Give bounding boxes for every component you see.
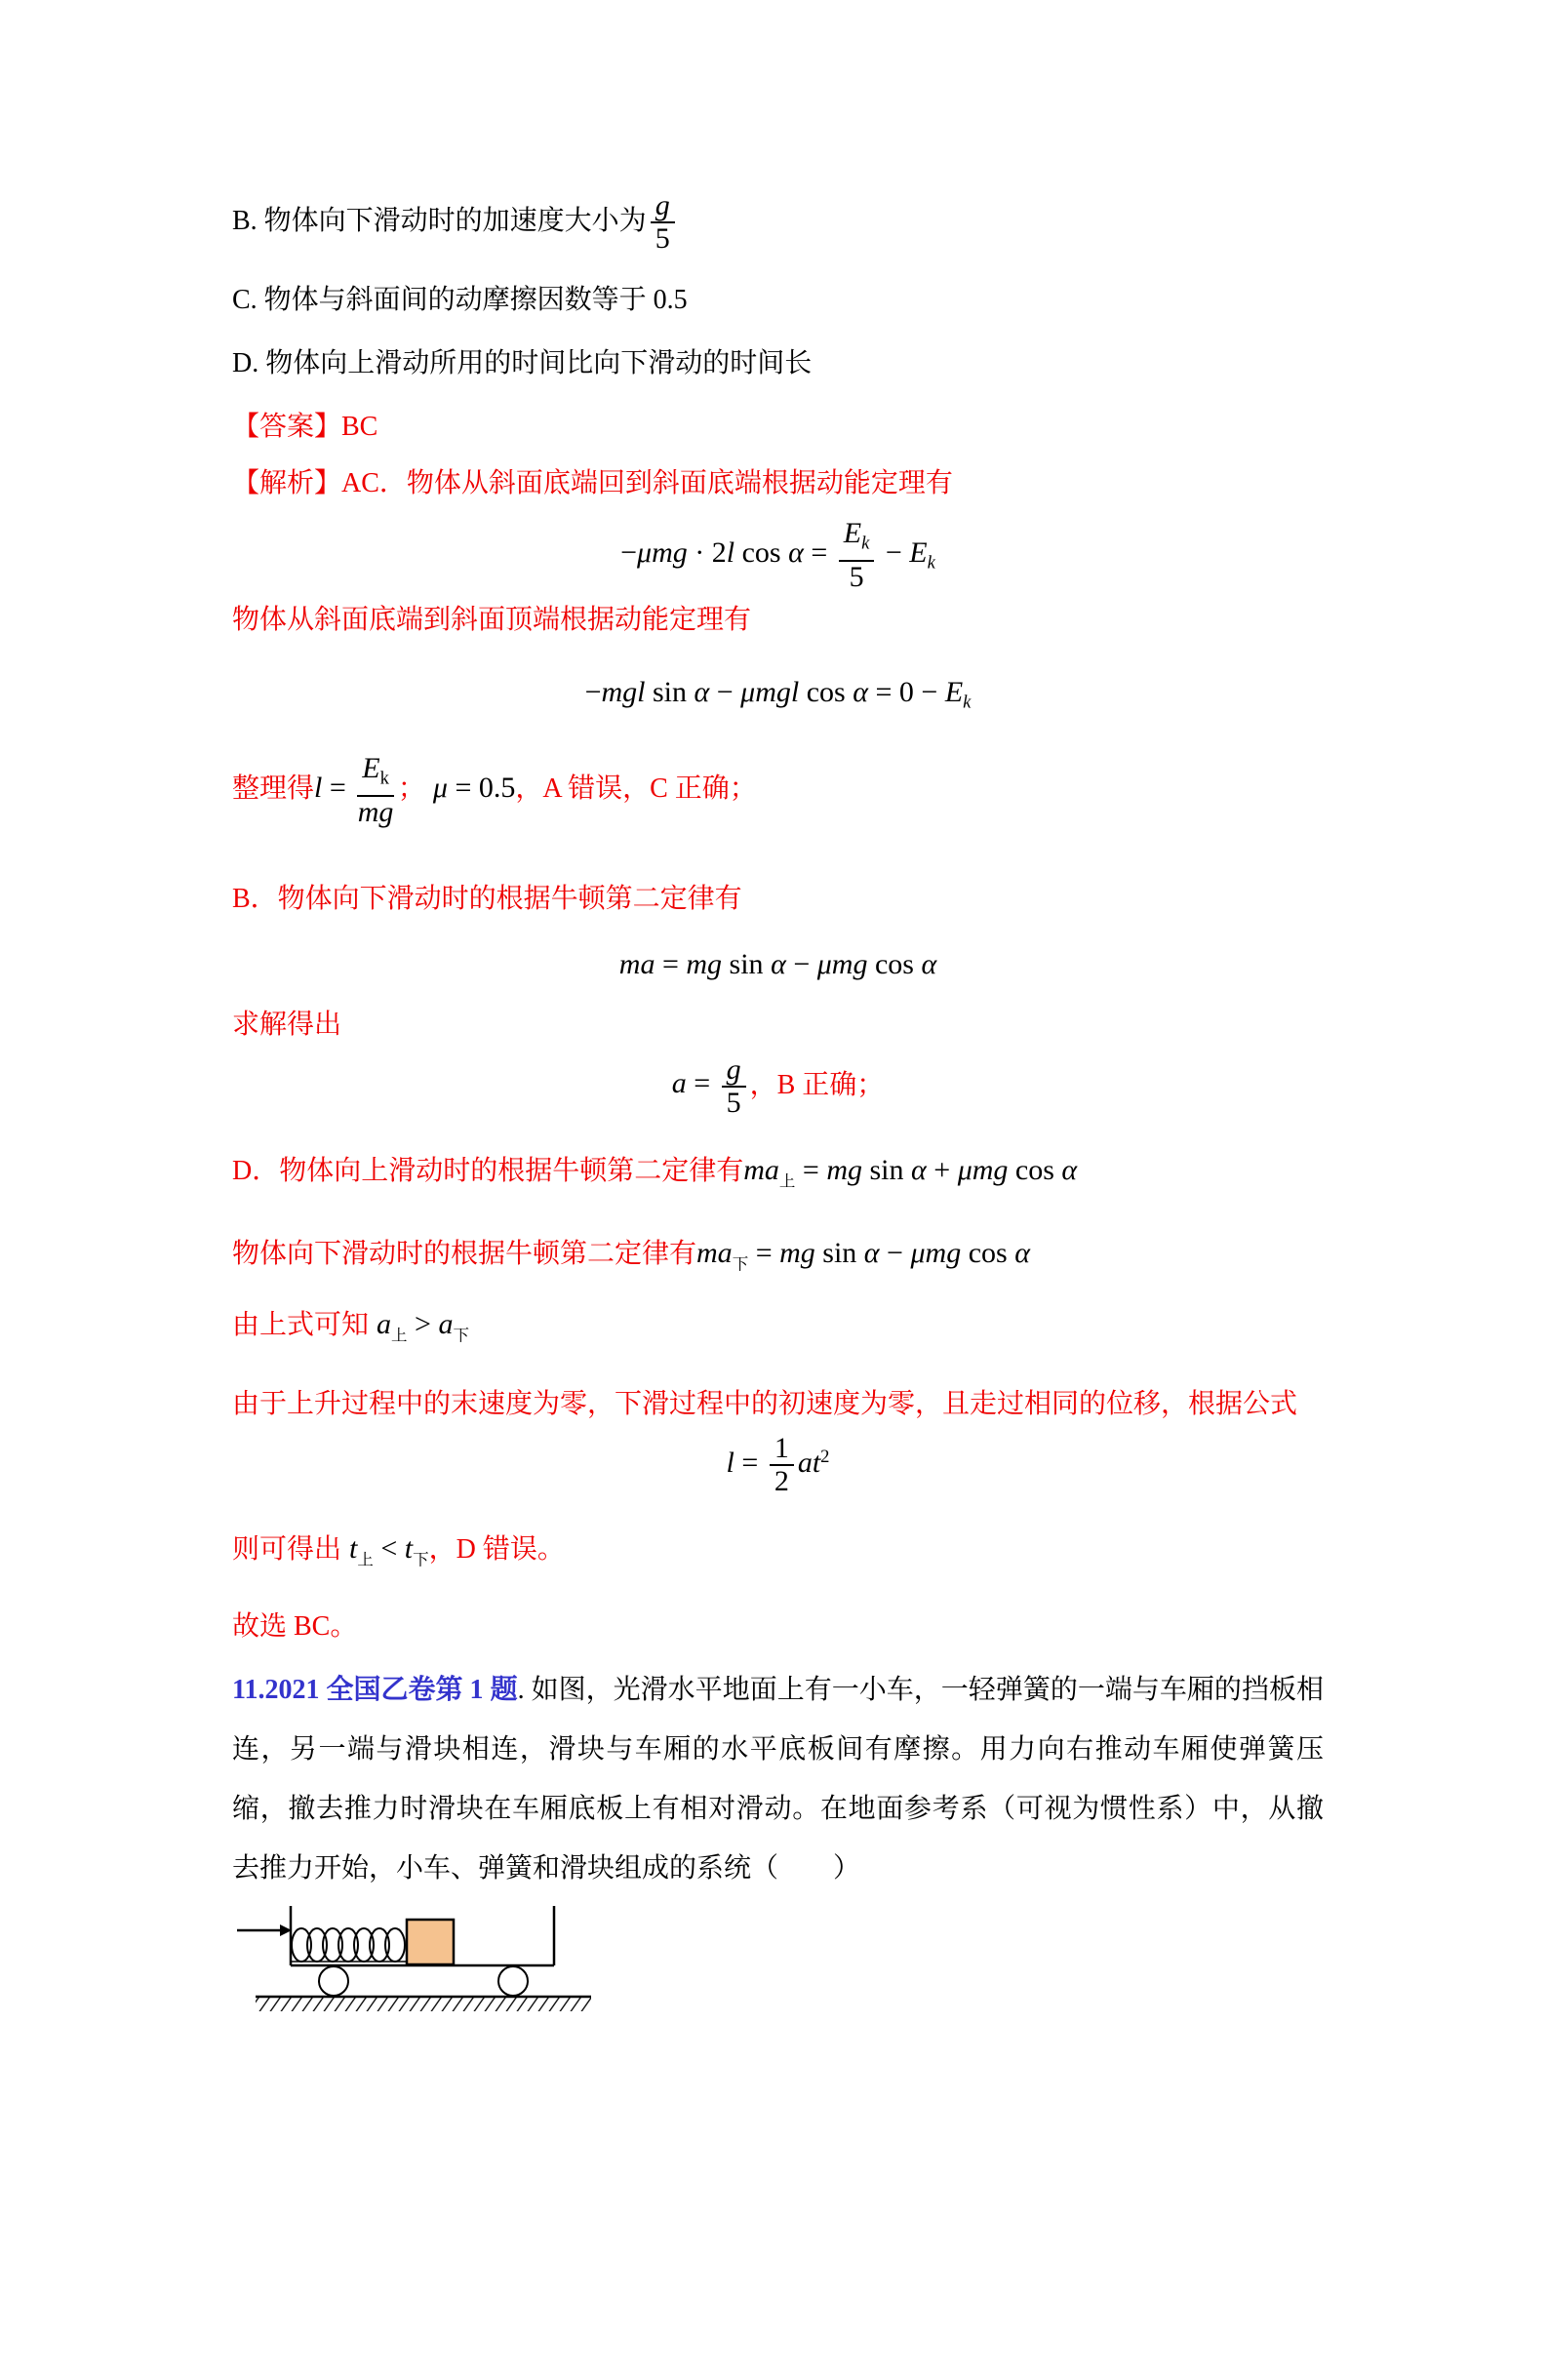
result-line	[232, 1054, 1324, 1119]
option-b-text: B. 物体向下滑动时的加速度大小为	[232, 205, 647, 236]
formula-displacement	[232, 1433, 1324, 1497]
analysis-lead-line	[232, 467, 1324, 500]
option-d-analysis-line	[232, 1154, 1324, 1198]
formula-work-energy-1	[232, 518, 1324, 593]
question-text: . 如图，光滑水平地面上有一小车，一轻弹簧的一端与车厢的挡板相连，另一端与滑块相连，滑块与车厢的水平底板间有摩擦。用力向右推动车厢使弹簧压缩，撤去推力时滑块在车厢底板上有相对滑动。在地面参考系（可视为惯性系）中，从撤去推力开始，小车、弹簧和滑块组成的系统（ ）	[232, 1675, 1324, 1884]
option-d-analysis-text: D．物体向上滑动时的根据牛顿第二定律有	[232, 1155, 744, 1186]
question-11-paragraph	[232, 1660, 1324, 1898]
formula-work-energy-2	[232, 676, 1324, 720]
conclude-lead-text: 则可得出	[232, 1533, 342, 1565]
question-number: 11.2021 全国乙卷第 1 题	[232, 1675, 518, 1706]
option-d	[232, 347, 1324, 380]
analysis-mid-line	[232, 604, 1324, 637]
formula-work-energy-1-math: −μmg · 2l cos α = $\frac{E_k}{5}$ − $E_k$	[620, 517, 935, 593]
formula-newton-down	[232, 948, 1324, 982]
option-b	[232, 190, 1324, 255]
compare-math: $a_上 > a_下$	[377, 1308, 469, 1345]
solve-line	[232, 1009, 1324, 1042]
sort-math-l: l = $\frac{E_k}{mg}$	[314, 752, 394, 828]
push-arrow-icon	[237, 1924, 292, 1936]
analysis-mid-text: 物体从斜面底端到斜面顶端根据动能定理有	[232, 604, 752, 635]
solve-text: 求解得出	[232, 1009, 342, 1040]
down-analysis-text: 物体向下滑动时的根据牛顿第二定律有	[232, 1238, 697, 1269]
cart-spring-block-diagram	[234, 1903, 644, 2022]
sort-result-line	[232, 753, 1324, 828]
spring-coils	[292, 1928, 407, 1962]
option-c-text: C. 物体与斜面间的动摩擦因数等于 0.5	[232, 285, 688, 315]
down-analysis-line	[232, 1237, 1324, 1281]
option-c	[232, 284, 1324, 317]
answer-line	[232, 411, 1324, 444]
conclude-line	[232, 1532, 1324, 1576]
reason-line	[232, 1388, 1324, 1421]
ground-hatching	[256, 1998, 591, 2011]
formula-newton-down-math: ma = mg sin α − μmg cos α	[618, 947, 937, 980]
sort-math-mu: μ = 0.5	[432, 772, 516, 805]
document-page	[0, 190, 1548, 2022]
formula-work-energy-2-math: −mgl sin α − μmgl $\cos \alpha = 0 - E_k$	[584, 675, 972, 712]
reason-text: 由于上升过程中的末速度为零，下滑过程中的初速度为零，且走过相同的位移，根据公式	[232, 1388, 1298, 1419]
conclude-tail-text: ，D 错误。	[428, 1533, 565, 1565]
sliding-block	[407, 1920, 454, 1964]
conclude-math: $t_上 < t_下$	[349, 1531, 429, 1569]
compare-line	[232, 1308, 1324, 1352]
sort-tail-text: ，A 错误，C 正确；	[515, 774, 757, 805]
option-d-text: D. 物体向上滑动所用的时间比向下滑动的时间长	[232, 348, 813, 378]
option-b-fraction: $\frac{g}{5}$	[647, 204, 679, 236]
sort-semicolon: ；	[397, 774, 425, 805]
compare-text: 由上式可知	[232, 1310, 370, 1341]
option-b-analysis-line	[232, 883, 1324, 916]
option-b-analysis-text: B．物体向下滑动时的根据牛顿第二定律有	[232, 883, 742, 914]
wheel-left	[319, 1966, 348, 1996]
sort-lead-text: 整理得	[232, 774, 315, 805]
result-math: a = $\frac{g}{5}$	[672, 1067, 750, 1099]
formula-ma-down-math: $ma_下$ = mg sin α − μmg cos α	[696, 1236, 1030, 1274]
final-choice-line	[232, 1610, 1324, 1644]
final-choice-text: 故选 BC。	[232, 1611, 358, 1643]
result-tail-text: ，B 正确；	[749, 1069, 885, 1100]
formula-ma-up-math: $ma_上$ = mg sin α + μmg cos α	[743, 1153, 1078, 1190]
formula-displacement-math: l = $\frac{1}{2}$ $at^2$	[726, 1431, 830, 1497]
answer-text: 【答案】BC	[232, 412, 378, 442]
analysis-text: 【解析】AC．物体从斜面底端回到斜面底端根据动能定理有	[232, 468, 953, 498]
wheel-right	[498, 1966, 528, 1996]
